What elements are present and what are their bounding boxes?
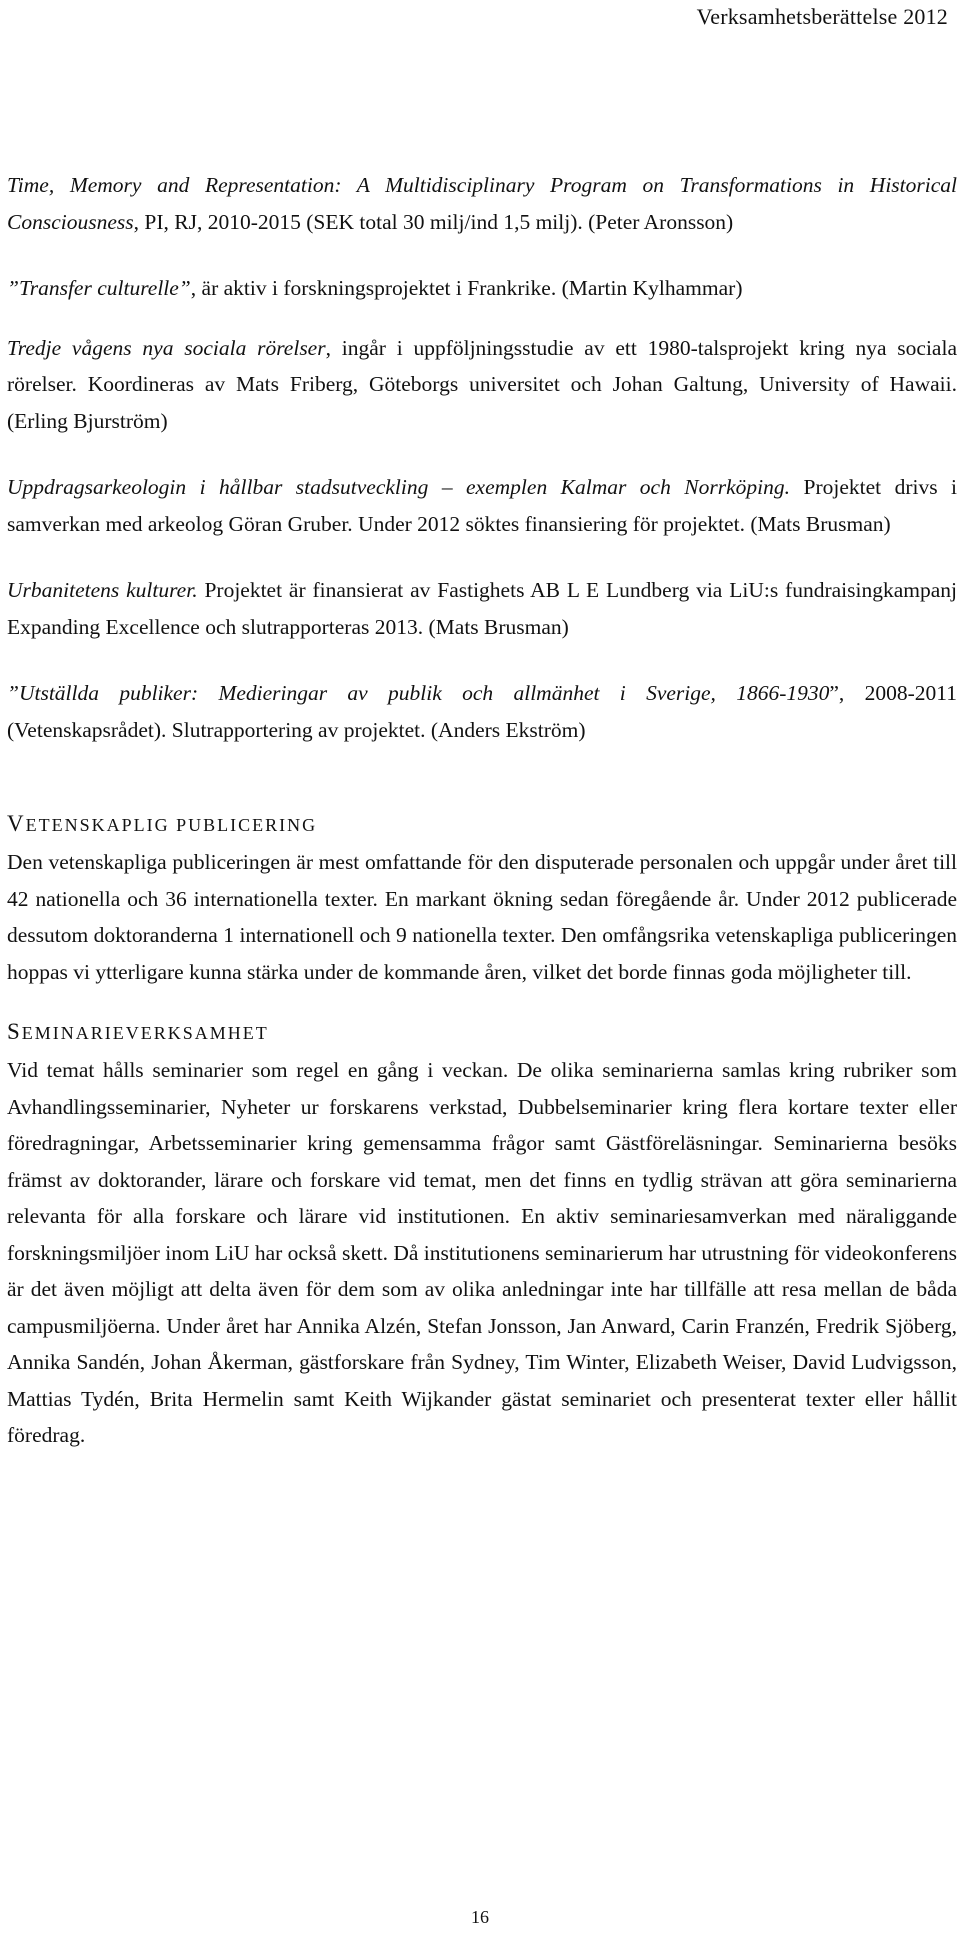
project-entry <box>7 675 957 748</box>
seminars-paragraph: Vid temat hålls seminarier som regel en gång i veckan. De olika seminarierna samlas kring rubriker som Avhandlingsseminarier, Nyheter ur forskarens verkstad, Dubbelseminarier kring flera kortare texter eller föredragningar, Arbetsseminarier kring gemensamma frågor samt Gästföreläsningar. Seminarierna besöks främst av doktorander, lärare och forskare vid temat, men det finns en tydlig strävan att göra seminarierna relevanta för alla forskare och lärare vid institutionen. En aktiv seminariesamverkan med näraliggande forskningsmiljöer inom LiU har också skett. Då institutionens seminarierum har utrustning för videokonferens är det även möjligt att delta även för dem som av olika anledningar inte har tillfälle att resa mellan de båda campusmiljöerna. Under året har Annika Alzén, Stefan Jonsson, Jan Anward, Carin Franzén, Fredrik Sjöberg, Annika Sandén, Johan Åkerman, gästforskare från Sydney, Tim Winter, Elizabeth Weiser, David Ludvigsson, Mattias Tydén, Brita Hermelin samt Keith Wijkander gästat seminariet och presenterat texter eller hållit föredrag. <box>7 1058 957 1447</box>
project-title: Tredje vågens nya sociala rörelser <box>7 335 326 360</box>
running-header: Verksamhetsberättelse 2012 <box>696 4 948 29</box>
project-description: , är aktiv i forskningsprojektet i Frankrike. (Martin Kylhammar) <box>190 276 743 300</box>
project-title: ”Utställda publiker: Medieringar av publik och allmänhet i Sverige, 1866-1930 <box>7 681 830 705</box>
project-entry <box>7 572 957 645</box>
section-heading-publications <box>7 806 957 843</box>
section-heading-seminars <box>7 1014 957 1051</box>
heading-rest: ETENSKAPLIG PUBLICERING <box>25 815 318 835</box>
project-description: ”, 2008-2011 (Vetenskapsrådet). Slutrapportering av projektet. (Anders Ekström) <box>7 681 957 742</box>
project-title: ”Transfer culturelle” <box>7 276 191 300</box>
project-description: , PI, RJ, 2010-2015 (SEK total 30 milj/ind 1,5 milj). (Peter Aronsson) <box>133 209 734 234</box>
project-description: Projektet är finansierat av Fastighets AB L E Lundberg via LiU:s fundraisingkampanj Expanding Excellence och slutrapporteras 2013. (Mats Brusman) <box>7 578 957 639</box>
heading-initial: V <box>7 811 26 836</box>
project-entry <box>7 167 957 240</box>
heading-initial: S <box>7 1019 22 1044</box>
heading-rest: EMINARIEVERKSAMHET <box>21 1023 269 1043</box>
project-entry <box>7 270 957 307</box>
page-number: 16 <box>471 1907 489 1927</box>
project-description: Projektet drivs i samverkan med arkeolog Göran Gruber. Under 2012 söktes finansiering för projektet. (Mats Brusman) <box>7 475 957 536</box>
project-title: Uppdragsarkeologin i hållbar stadsutveckling – exemplen Kalmar och Norrköping. <box>7 475 791 499</box>
document-body <box>7 167 957 1484</box>
project-description: , ingår i uppföljningsstudie av ett 1980-talsprojekt kring nya sociala rörelser. Koordineras av Mats Friberg, Göteborgs universitet och Johan Galtung, University of Hawaii. (Erling Bjurström) <box>7 335 957 433</box>
project-entry <box>7 469 957 542</box>
project-entry <box>7 330 957 440</box>
publications-paragraph: Den vetenskapliga publiceringen är mest omfattande för den disputerade personalen och uppgår under året till 42 nationella och 36 internationella texter. En markant ökning sedan föregående år. Under 2012 publicerade dessutom doktoranderna 1 internationell och 9 nationella texter. Den omfångsrika vetenskapliga publiceringen hoppas vi ytterligare kunna stärka under de kommande åren, vilket det borde finnas goda möjligheter till. <box>7 850 957 984</box>
project-title: Time, Memory and Representation: A Multidisciplinary Program on Transformations in Historical Consciousness <box>7 173 957 234</box>
project-title: Urbanitetens kulturer. <box>7 578 198 602</box>
